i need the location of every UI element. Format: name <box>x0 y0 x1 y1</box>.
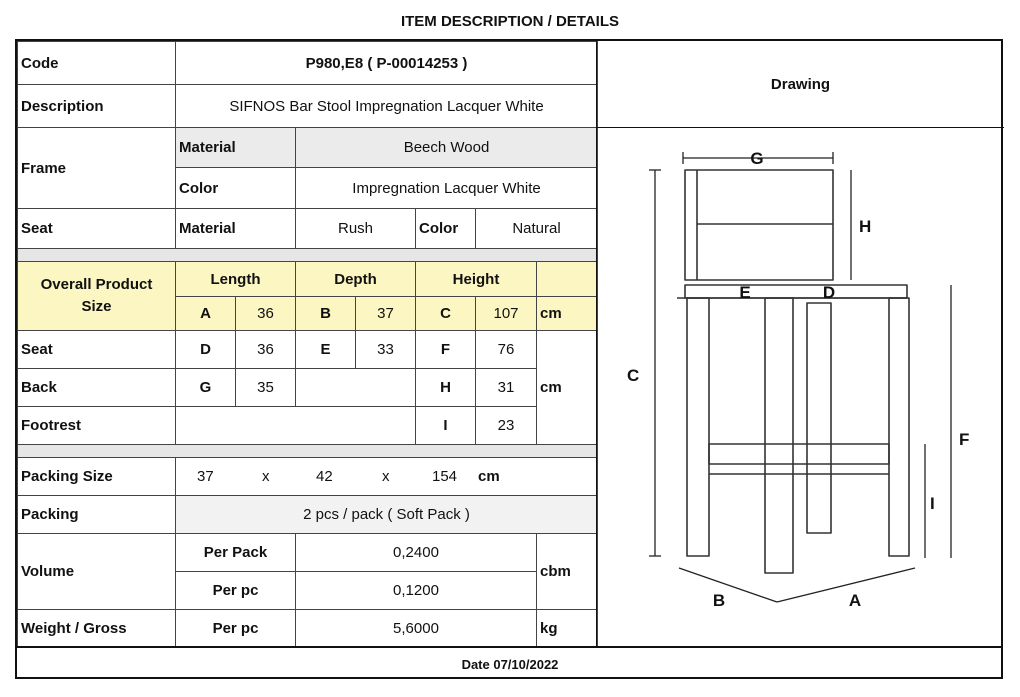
spacer-row <box>18 445 598 458</box>
volume-per-pc-label: Per pc <box>176 572 296 610</box>
dim-i-value: 23 <box>476 407 537 445</box>
weight-unit: kg <box>537 610 598 648</box>
weight-per-pc-value: 5,6000 <box>296 610 537 648</box>
footrest <box>709 444 889 464</box>
dim-d-code: D <box>176 331 236 369</box>
volume-unit: cbm <box>537 534 598 610</box>
drawing-panel <box>596 41 1004 646</box>
length-header: Length <box>176 262 296 297</box>
packing-unit: cm <box>478 468 500 485</box>
dim-c-code: C <box>416 297 476 331</box>
footrest-label: Footrest <box>18 407 176 445</box>
spacer-row <box>18 249 598 262</box>
dim-e-code: E <box>296 331 356 369</box>
seat-spec-row <box>18 209 598 249</box>
seat-color-value: Natural <box>476 209 598 249</box>
dim-b-value: 37 <box>356 297 416 331</box>
dim-a-code: A <box>176 297 236 331</box>
weight-label: Weight / Gross <box>18 610 176 648</box>
packing-x-1: x <box>262 468 270 485</box>
overall-size-label-line1: Overall Product <box>40 276 153 293</box>
back-dims-row <box>18 369 598 407</box>
description-row <box>18 85 598 128</box>
dim-b-code: B <box>296 297 356 331</box>
packing-size-row <box>18 458 598 496</box>
packing-size-value <box>176 458 598 496</box>
back-center-leg <box>807 303 831 533</box>
unit-header <box>537 262 598 297</box>
page-title: ITEM DESCRIPTION / DETAILS <box>400 13 620 30</box>
seat-top <box>685 285 907 298</box>
dim-e-value: 33 <box>356 331 416 369</box>
description-value: SIFNOS Bar Stool Impregnation Lacquer White <box>176 85 598 128</box>
dim-a-value: 36 <box>236 297 296 331</box>
dim-h-code: H <box>416 369 476 407</box>
frame-label: Frame <box>18 128 176 209</box>
footrest-empty-cell <box>176 407 416 445</box>
seat-dims-label: Seat <box>18 331 176 369</box>
item-sheet <box>15 39 1003 679</box>
back-empty-cell <box>296 369 416 407</box>
drawing-label-h: H <box>859 217 872 236</box>
dim-h-value: 31 <box>476 369 537 407</box>
frame-color-label: Color <box>176 168 296 209</box>
overall-header-row <box>18 262 598 297</box>
dim-g-code: G <box>176 369 236 407</box>
bar-stool-drawing <box>597 128 1003 645</box>
code-row <box>18 42 598 85</box>
frame-material-value: Beech Wood <box>296 128 598 168</box>
drawing-label-e: E <box>739 283 751 302</box>
packing-row <box>18 496 598 534</box>
spec-table <box>17 41 598 648</box>
dim-c-value: 107 <box>476 297 537 331</box>
drawing-label-d: D <box>822 283 836 302</box>
dim-f-code: F <box>416 331 476 369</box>
dim-f-value: 76 <box>476 331 537 369</box>
packing-x-2: x <box>382 468 390 485</box>
dim-i-code: I <box>416 407 476 445</box>
footrest-row <box>18 407 598 445</box>
drawing-label-c: C <box>627 366 640 385</box>
weight-row <box>18 610 598 648</box>
packing-width: 37 <box>197 468 214 485</box>
packing-label: Packing <box>18 496 176 534</box>
seat-material-label: Material <box>176 209 296 249</box>
volume-per-pack-label: Per Pack <box>176 534 296 572</box>
seat-color-label: Color <box>416 209 476 249</box>
drawing-label-f: F <box>959 430 970 449</box>
footer-date: Date 07/10/2022 <box>17 646 1003 681</box>
dim-d-value: 36 <box>236 331 296 369</box>
packing-value: 2 pcs / pack ( Soft Pack ) <box>176 496 598 534</box>
frame-color-value: Impregnation Lacquer White <box>296 168 598 209</box>
volume-per-pc-value: 0,1200 <box>296 572 537 610</box>
drawing-title: Drawing <box>597 41 1004 128</box>
overall-unit: cm <box>537 297 598 331</box>
front-left-leg <box>687 298 709 556</box>
depth-header: Depth <box>296 262 416 297</box>
volume-per-pack-value: 0,2400 <box>296 534 537 572</box>
back-right-leg <box>889 298 909 556</box>
overall-size-label <box>18 262 176 331</box>
seat-dims-row <box>18 331 598 369</box>
frame-material-row <box>18 128 598 168</box>
drawing-label-g: G <box>750 149 764 168</box>
dims-unit: cm <box>537 331 598 445</box>
packing-height: 154 <box>432 468 458 485</box>
dim-g-value: 35 <box>236 369 296 407</box>
front-right-leg <box>765 298 793 573</box>
seat-spec-label: Seat <box>18 209 176 249</box>
height-header: Height <box>416 262 537 297</box>
description-label: Description <box>18 85 176 128</box>
back-dims-label: Back <box>18 369 176 407</box>
volume-label: Volume <box>18 534 176 610</box>
code-label: Code <box>18 42 176 85</box>
drawing-label-i: I <box>930 494 935 513</box>
frame-material-label: Material <box>176 128 296 168</box>
drawing-label-b: B <box>712 591 726 610</box>
weight-per-pc-label: Per pc <box>176 610 296 648</box>
packing-size-label: Packing Size <box>18 458 176 496</box>
volume-per-pack-row <box>18 534 598 572</box>
seat-material-value: Rush <box>296 209 416 249</box>
code-value: P980,E8 ( P-00014253 ) <box>176 42 598 85</box>
drawing-label-a: A <box>848 591 862 610</box>
packing-depth: 42 <box>316 468 333 485</box>
backrest-panel <box>685 170 833 280</box>
overall-size-label-line2: Size <box>81 298 112 315</box>
